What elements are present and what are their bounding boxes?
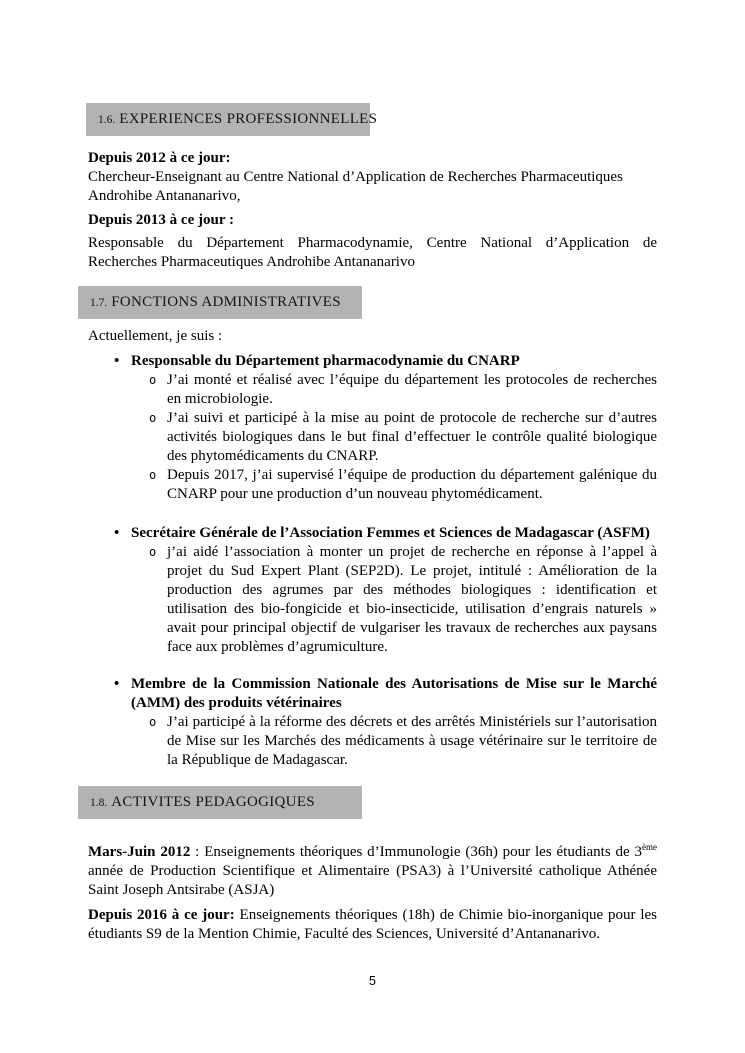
entry-paragraph xyxy=(88,906,657,944)
section-header-pedagogiques xyxy=(78,786,362,819)
role-detail-text: J’ai participé à la réforme des décrets et des arrêtés Ministériels sur l’autorisation de Mise sur les Marchés des médicaments à usage vétérinaire sur le territoire de la République de Madagascar. xyxy=(167,714,657,768)
section-title: EXPERIENCES PROFESSIONNELLES xyxy=(119,111,378,127)
entry-label: Depuis 2012 à ce jour: xyxy=(88,150,231,166)
role-detail-text: J’ai suivi et participé à la mise au point de protocole de recherche sur d’autres activités biologiques dans le but final d’effectuer le contrôle qualité biologique des phytomédicaments du CNARP. xyxy=(167,410,657,464)
role-title: Responsable du Département pharmacodynamie du CNARP xyxy=(131,353,520,369)
entry-text: Enseignements théoriques (18h) de Chimie bio-inorganique pour les étudiants S9 de la Mention Chimie, Faculté des Sciences, Université d’Antananarivo. xyxy=(88,907,657,942)
entry-label: Depuis 2013 à ce jour : xyxy=(88,212,234,228)
entry-text: Enseignements théoriques d’Immunologie (36h) pour les étudiants de 3 xyxy=(204,844,643,860)
role-title-row xyxy=(88,524,657,543)
role-item xyxy=(88,675,657,770)
intro-text: Actuellement, je suis : xyxy=(88,328,223,344)
section-header-fonctions xyxy=(78,286,362,319)
role-title: Membre de la Commission Nationale des Autorisations de Mise sur le Marché (AMM) des produits vétérinaires xyxy=(131,676,657,711)
entry-text: Chercheur-Enseignant au Centre National d’Application de Recherches Pharmaceutiques Androhibe Antananarivo, xyxy=(88,169,623,204)
section-header-experiences xyxy=(86,103,378,136)
section-number: 1.8. xyxy=(90,797,108,809)
bullet-dot-icon: • xyxy=(114,676,120,692)
entry-paragraph xyxy=(88,843,657,900)
entry-label: Mars-Juin 2012 xyxy=(88,844,191,860)
role-detail xyxy=(88,466,657,504)
role-title-row xyxy=(88,675,657,713)
circle-bullet-icon: o xyxy=(149,373,157,387)
section-title: ACTIVITES PEDAGOGIQUES xyxy=(111,794,315,810)
circle-bullet-icon: o xyxy=(149,468,157,482)
bullet-dot-icon: • xyxy=(114,525,120,541)
bullet-dot-icon: • xyxy=(114,353,120,369)
role-detail-text: j’ai aidé l’association à monter un projet de recherche en réponse à l’appel à projet du Sud Expert Plant (SEP2D). Le projet, intitulé : Amélioration de la production des agrumes par des méthodes biologiques : identification et utilisation des bio-fongicide et bio-insecticide, utilisation d’engrais naturels » avait pour principal objectif de vulgariser les travaux de recherches aux paysans face aux problèmes d’agrumiculture. xyxy=(167,544,657,655)
entry-text: Responsable du Département Pharmacodynamie, Centre National d’Application de Recherches Pharmaceutiques Androhibe Antananarivo xyxy=(88,235,657,270)
page-number: 5 xyxy=(369,974,376,988)
role-detail xyxy=(88,371,657,409)
entry-text: année de Production Scientifique et Alimentaire (PSA3) à l’Université catholique Athénée Saint Joseph Antsirabe (ASJA) xyxy=(88,863,657,898)
circle-bullet-icon: o xyxy=(149,411,157,425)
entry-label: Depuis 2016 à ce jour: xyxy=(88,907,235,923)
section-number: 1.6. xyxy=(98,114,116,126)
entry-separator: : xyxy=(190,844,205,860)
role-detail xyxy=(88,409,657,466)
role-detail xyxy=(88,713,657,770)
role-title: Secrétaire Générale de l’Association Femmes et Sciences de Madagascar (ASFM) xyxy=(131,525,650,541)
role-item xyxy=(88,352,657,504)
section-title: FONCTIONS ADMINISTRATIVES xyxy=(111,294,341,310)
section-number: 1.7. xyxy=(90,297,108,309)
role-detail-text: Depuis 2017, j’ai supervisé l’équipe de production du département galénique du CNARP pour une production d’un nouveau phytomédicament. xyxy=(167,467,657,502)
circle-bullet-icon: o xyxy=(149,715,157,729)
role-detail xyxy=(88,543,657,657)
superscript-text: ème xyxy=(642,842,658,852)
role-title-row xyxy=(88,352,657,371)
page-content xyxy=(88,0,657,944)
role-item xyxy=(88,524,657,657)
role-detail-text: J’ai monté et réalisé avec l’équipe du département les protocoles de recherches en microbiologie. xyxy=(167,372,657,407)
circle-bullet-icon: o xyxy=(149,545,157,559)
